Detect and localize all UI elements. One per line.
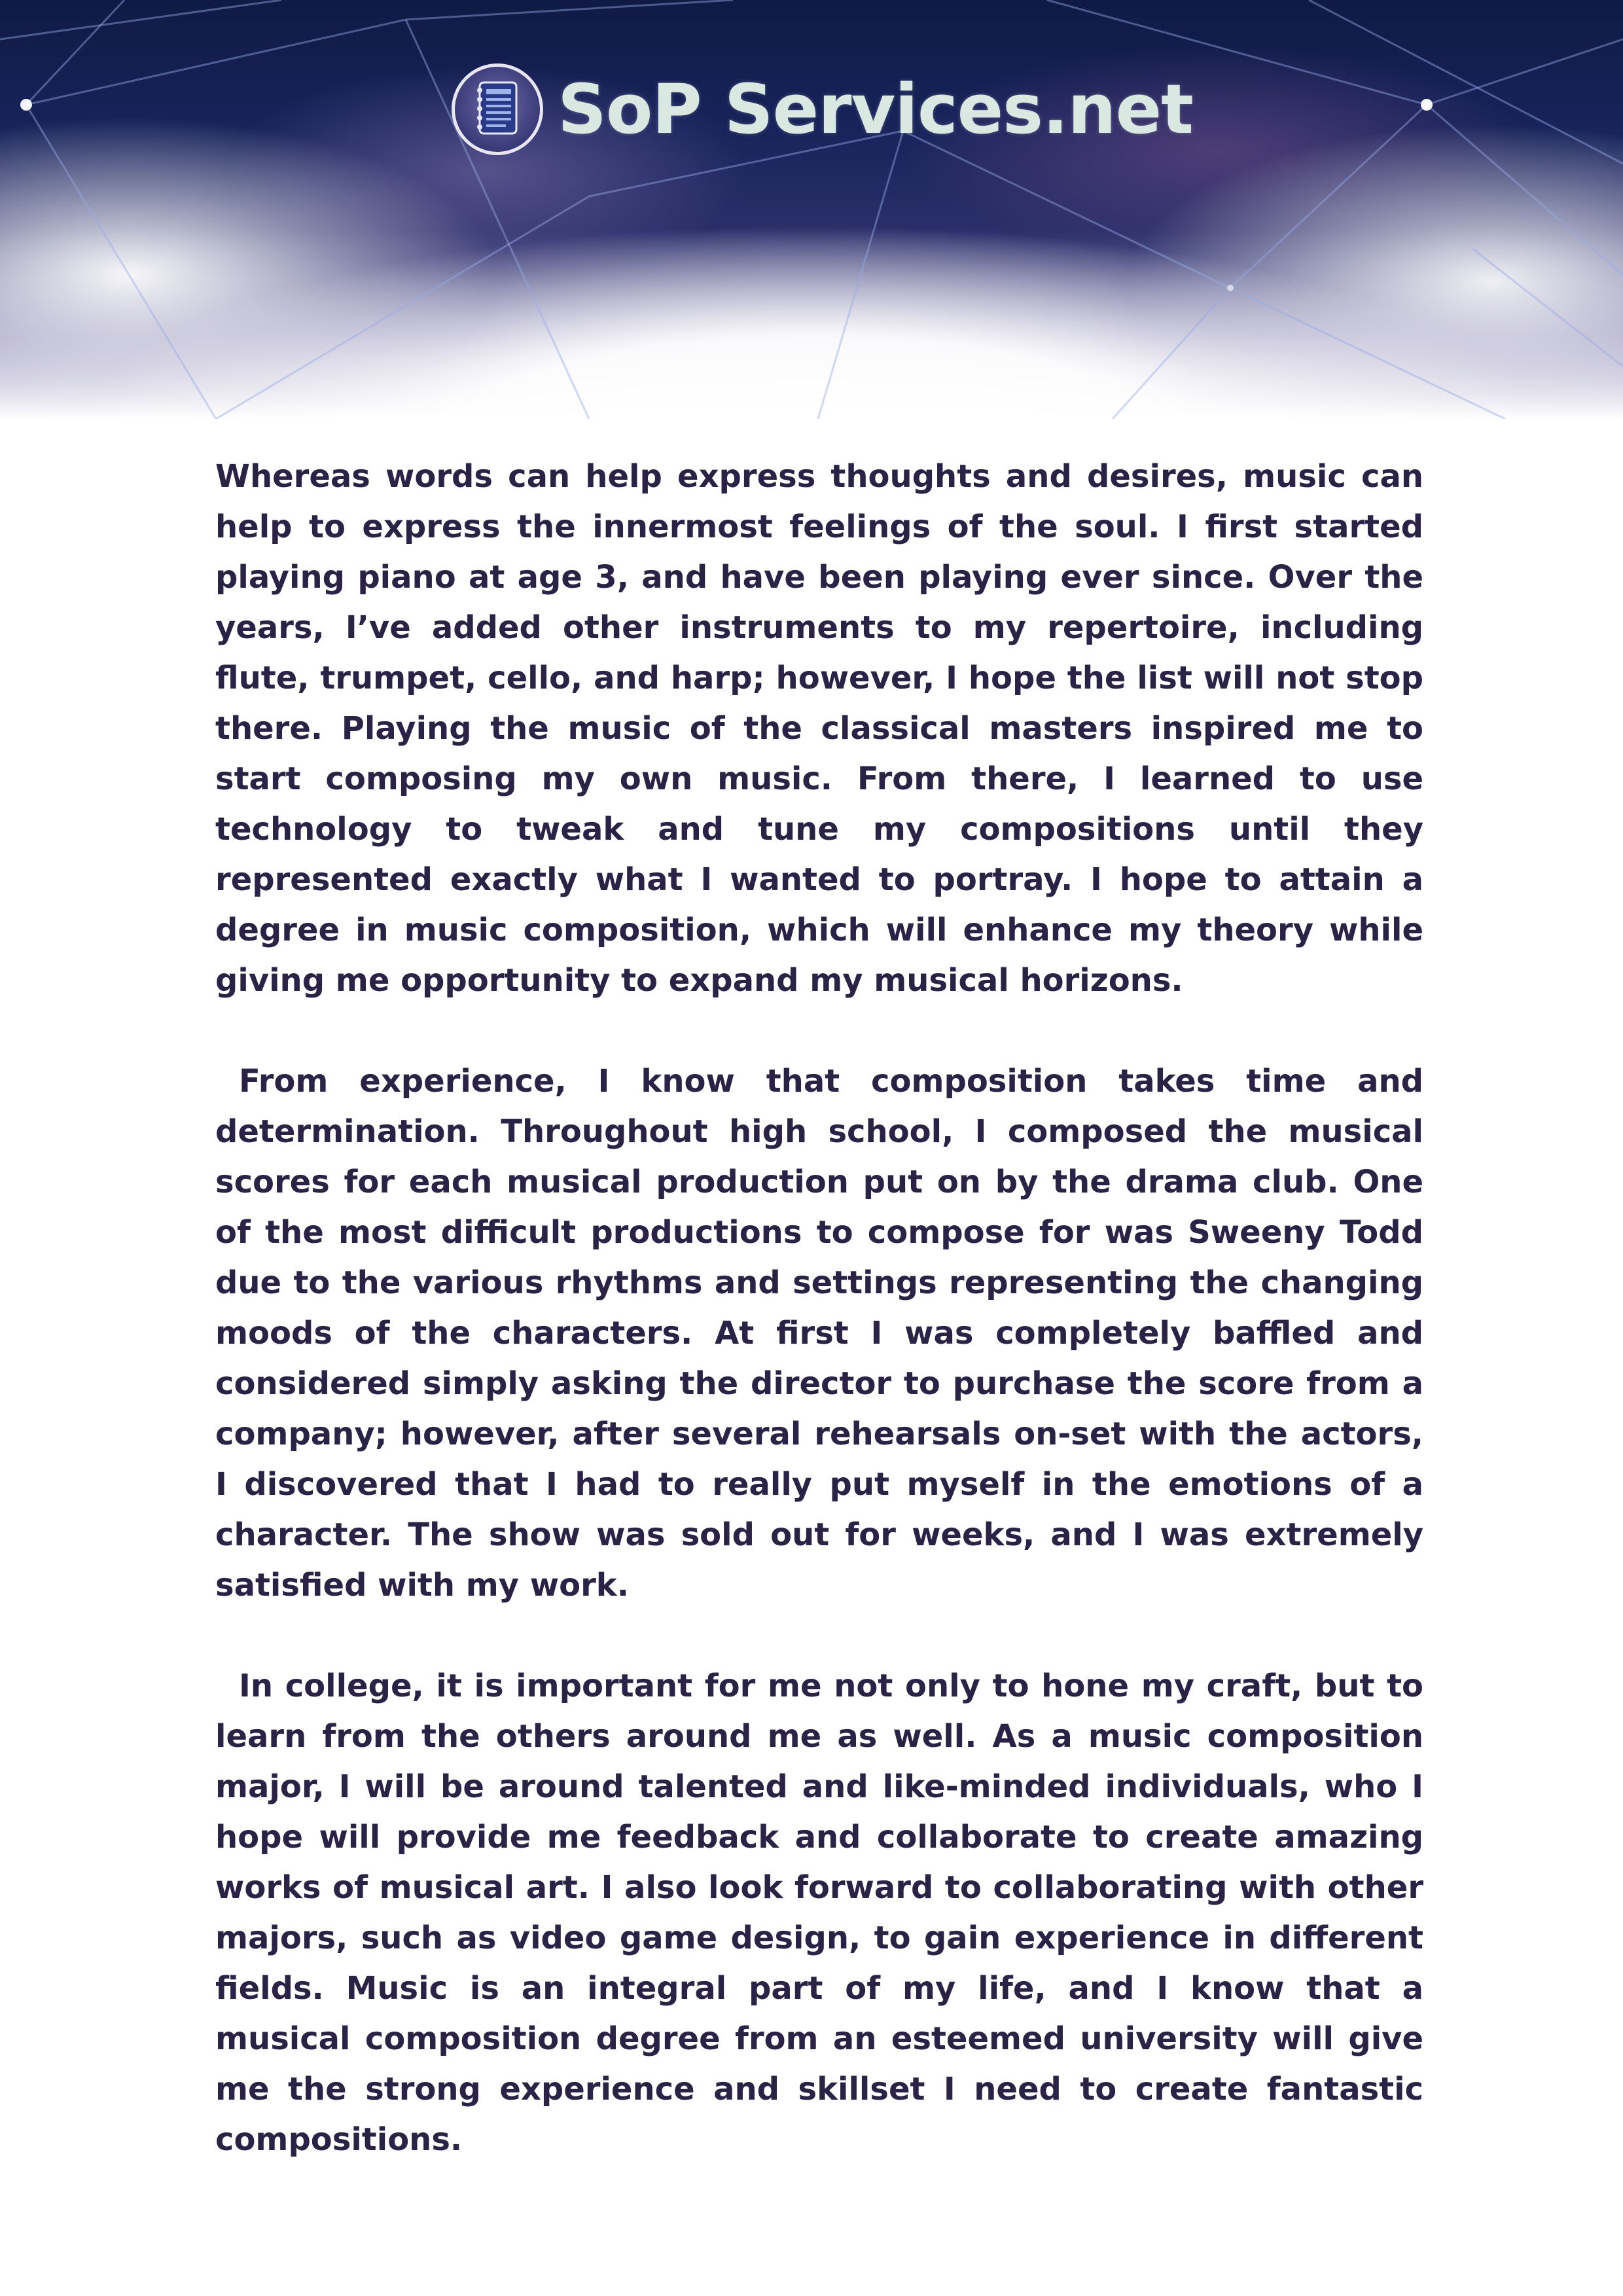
notebook-icon xyxy=(474,80,520,139)
essay-body xyxy=(215,452,1423,2215)
logo-badge xyxy=(452,63,543,155)
header-banner xyxy=(0,0,1623,419)
paragraph-2: From experience, I know that composition takes time and determination. Throughout high school, I composed the musical scores for each musical production put on by the drama club. One of the most difficult productions to compose for was Sweeny Todd due to the various rhythms and settings representing the changing moods of the characters. At first I was completely baffled and considered simply asking the director to purchase the score from a company; however, after several rehearsals on-set with the actors, I discovered that I had to really put myself in the emotions of a character. The show was sold out for weeks, and I was extremely satisfied with my work. xyxy=(215,1063,1423,1604)
site-logo[interactable] xyxy=(452,60,1193,158)
paragraph-3: In college, it is important for me not only to hone my craft, but to learn from the others around me as well. As a music composition major, I will be around talented and like-minded individuals, who I hope will provide me feedback and collaborate to create amazing works of musical art. I also look forward to collaborating with other majors, such as video game design, to gain experience in different fields. Music is an integral part of my life, and I know that a musical composition degree from an esteemed university will give me the strong experience and skillset I need to create fantastic compositions. xyxy=(215,1668,1423,2158)
paragraph-1: Whereas words can help express thoughts and desires, music can help to express the innermost feelings of the soul. I first started playing piano at age 3, and have been playing ever since. Over the years, I’ve added other instruments to my repertoire, including flute, trumpet, cello, and harp; however, I hope the list will not stop there. Playing the music of the classical masters inspired me to start composing my own music. From there, I learned to use technology to tweak and tune my compositions until they represented exactly what I wanted to portray. I hope to attain a degree in music composition, which will enhance my theory while giving me opportunity to expand my musical horizons. xyxy=(215,458,1423,999)
brand-name: SoP Services.net xyxy=(558,69,1193,149)
